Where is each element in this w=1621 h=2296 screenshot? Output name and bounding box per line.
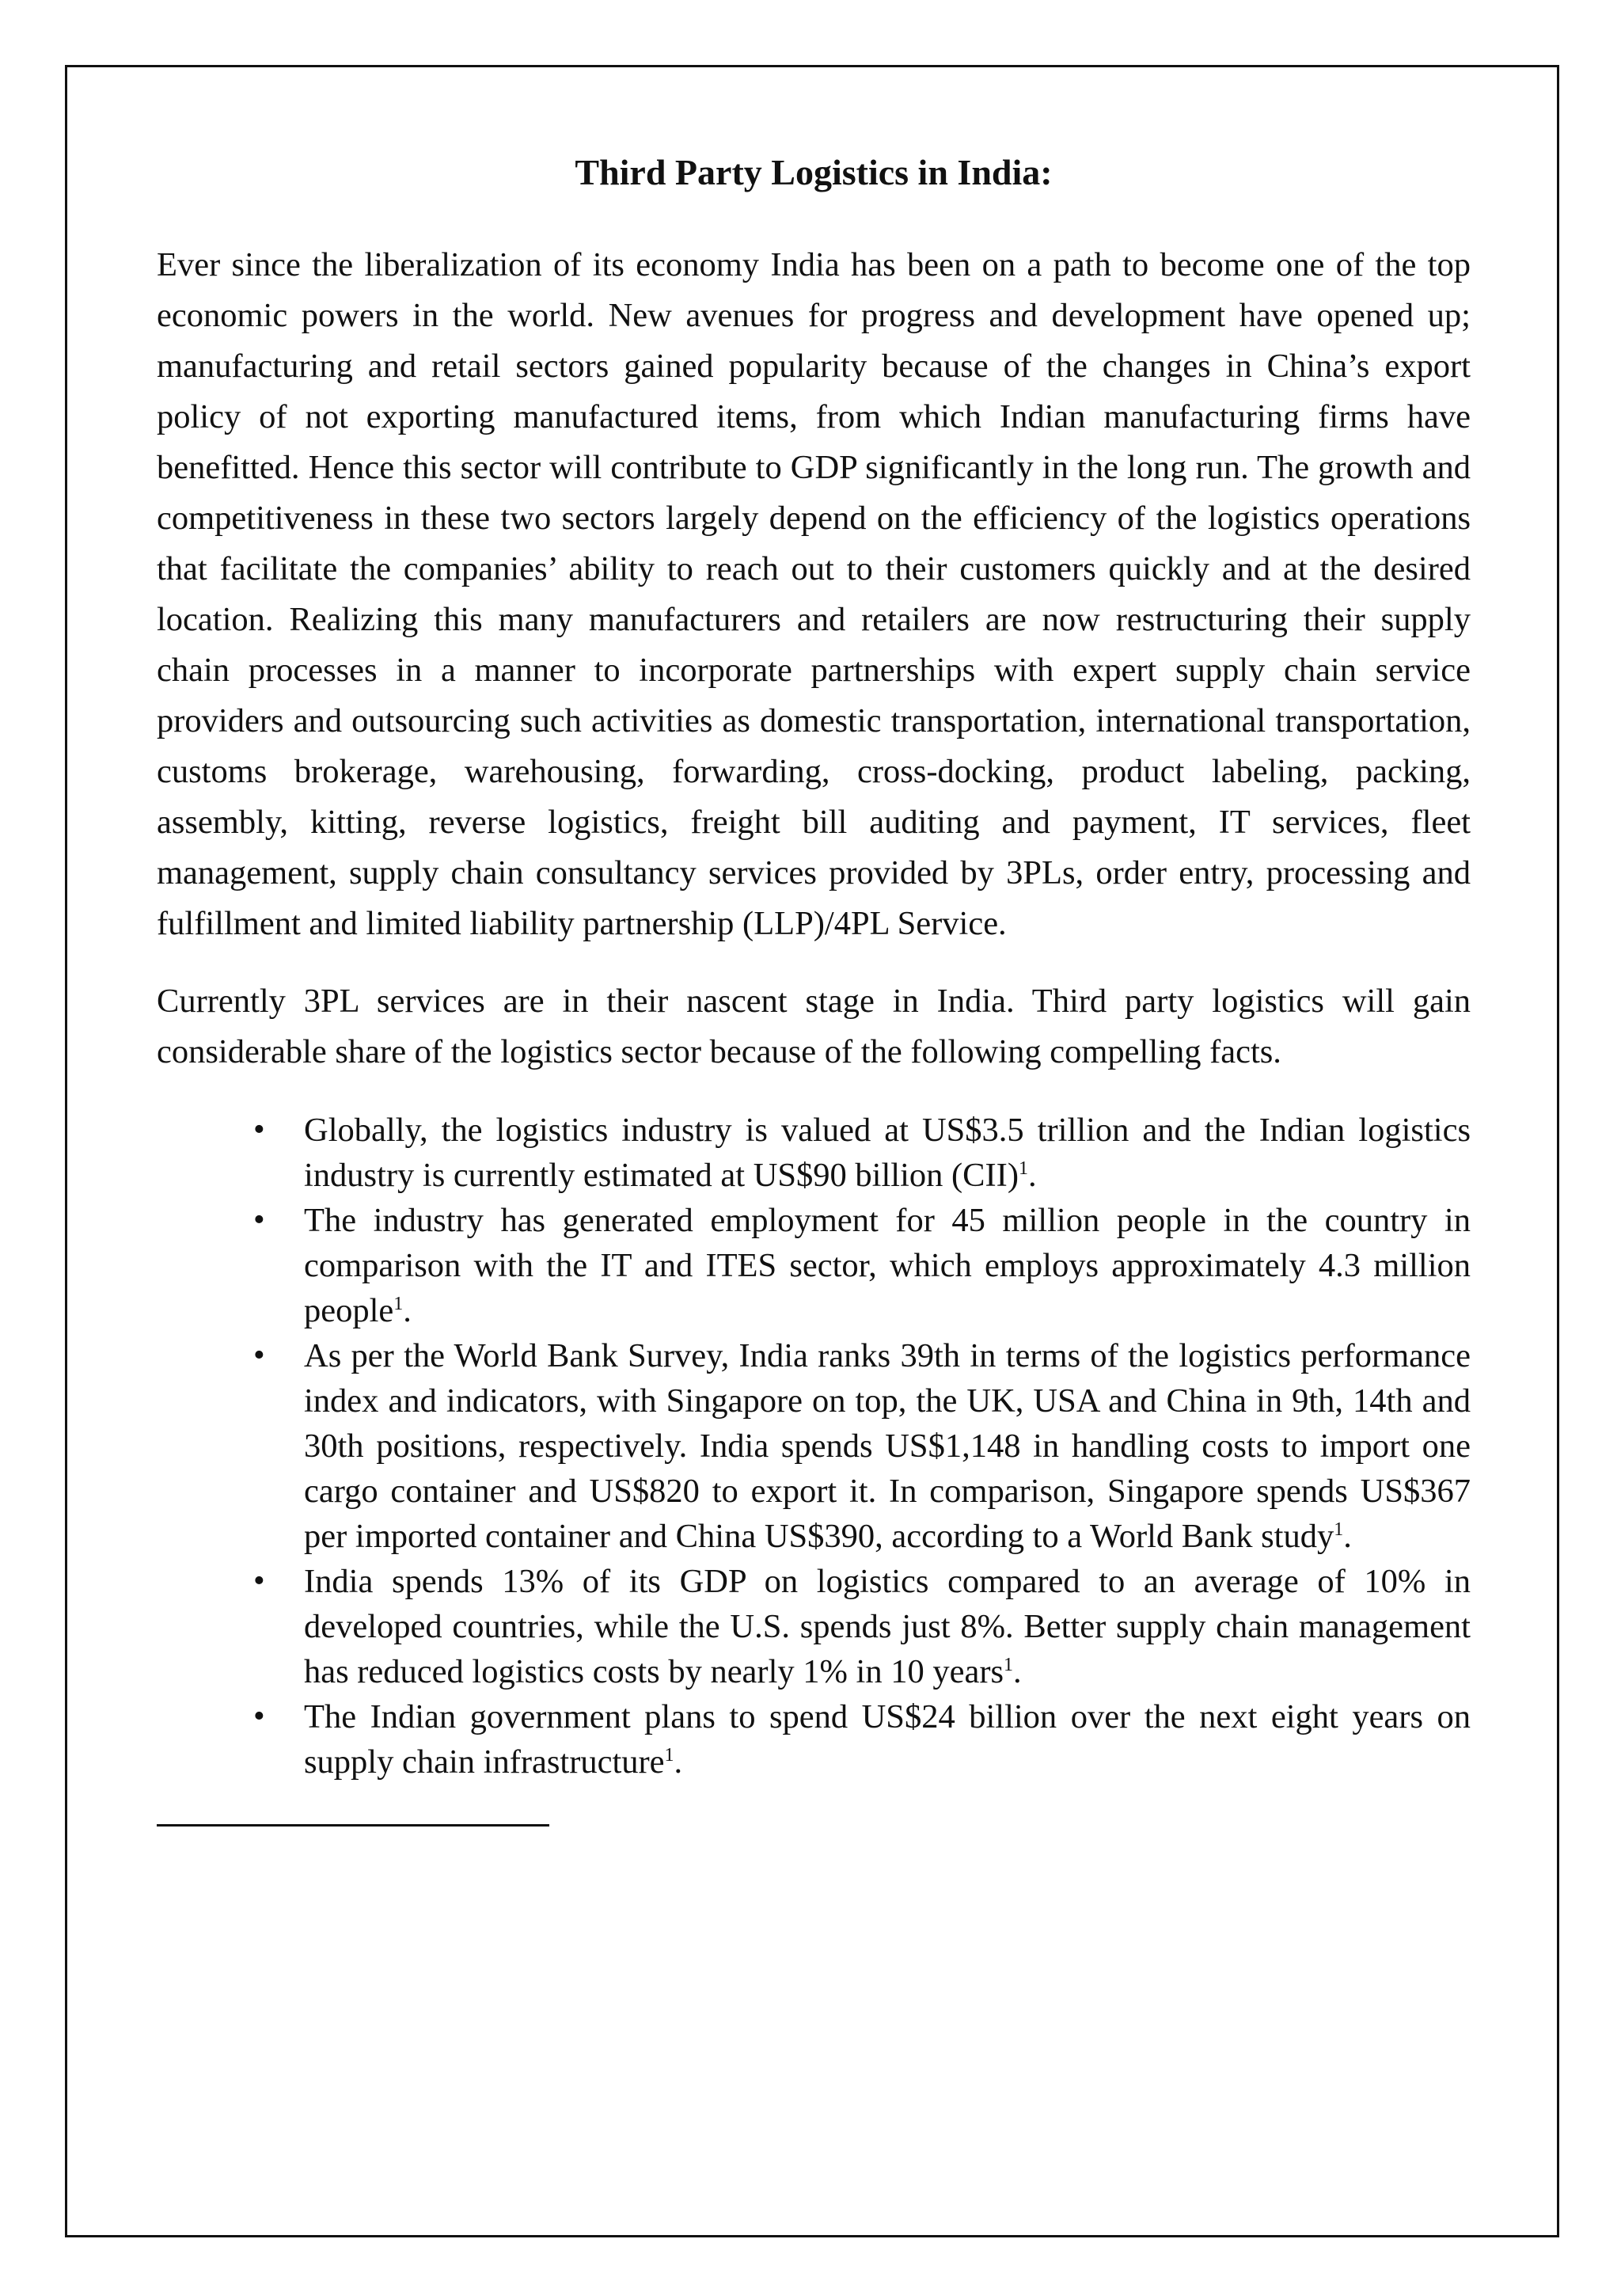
list-item-text: Globally, the logistics industry is valued at US$3.5 trillion and the Indian logistics industry is currently estimated at US$90 billion (CII) (304, 1112, 1471, 1195)
list-item: • India spends 13% of its GDP on logistics compared to an average of 10% in developed countries, while the U.S. spends just 8%. Better supply chain management has reduced logistics costs by nearly 1% in 10 years$^1$. (304, 1559, 1471, 1694)
footnote-separator (157, 1824, 549, 1827)
list-item-text: As per the World Bank Survey, India ranks 39th in terms of the logistics performance index and indicators, with Singapore on top, the UK, USA and China in 9th, 14th and 30th positions, respectively. India spends US$1,148 in handling costs to import one cargo container and US$820 to export it. In comparison, Singapore spends US$367 per imported container and China US$390, according to a World Bank study (304, 1337, 1471, 1556)
list-item-text: The industry has generated employment for 45 million people in the country in comparison with the IT and ITES sector, which employs approximately 4.3 million people (304, 1202, 1471, 1330)
bullet-icon: • (253, 1337, 265, 1374)
bullet-icon: • (253, 1563, 265, 1600)
document-title: Third Party Logistics in India: (575, 152, 1053, 192)
document-body (157, 150, 1471, 1827)
bullet-icon: • (253, 1698, 265, 1735)
footnote-ref: 1 (1004, 1655, 1014, 1676)
list-item: • The Indian government plans to spend US$24 billion over the next eight years on supply chain infrastructure$^1$. (304, 1694, 1471, 1785)
footnote-ref: 1 (664, 1745, 674, 1766)
footnote-ref: 1 (1334, 1519, 1344, 1541)
bullet-icon: • (253, 1112, 265, 1149)
footnote-ref: 1 (1018, 1158, 1028, 1180)
list-item-text: The Indian government plans to spend US$24 billion over the next eight years on supply chain infrastructure (304, 1698, 1471, 1781)
list-item: • The industry has generated employment for 45 million people in the country in comparison with the IT and ITES sector, which employs approximately 4.3 million people$^1$. (304, 1198, 1471, 1333)
bullet-icon: • (253, 1202, 265, 1239)
list-item: • As per the World Bank Survey, India ranks 39th in terms of the logistics performance index and indicators, with Singapore on top, the UK, USA and China in 9th, 14th and 30th positions, respectively. India spends US$1,148 in handling costs to import one cargo container and US$820 to export it. In comparison, Singapore spends US$367 per imported container and China US$390, according to a World Bank study$^1$. (304, 1333, 1471, 1559)
footnote-ref: 1 (393, 1294, 404, 1315)
intro-paragraph: Ever since the liberalization of its economy India has been on a path to become one of the top economic powers in the world. New avenues for progress and development have opened up; manufacturing and retail sectors gained popularity because of the changes in China’s export policy of not exporting manufactured items, from which Indian manufacturing firms have benefitted. Hence this sector will contribute to GDP significantly in the long run. The growth and competitiveness in these two sectors largely depend on the efficiency of the logistics operations that facilitate the companies’ ability to reach out to their customers quickly and at the desired location. Realizing this many manufacturers and retailers are now restructuring their supply chain processes in a manner to incorporate partnerships with expert supply chain service providers and outsourcing such activities as domestic transportation, international transportation, customs brokerage, warehousing, forwarding, cross-docking, product labeling, packing, assembly, kitting, reverse logistics, freight bill auditing and payment, IT services, fleet management, supply chain consultancy services provided by 3PLs, order entry, processing and fulfillment and limited liability partnership (LLP)/4PL Service. (157, 246, 1471, 943)
list-item-text: India spends 13% of its GDP on logistics compared to an average of 10% in developed countries, while the U.S. spends just 8%. Better supply chain management has reduced logistics costs by nearly 1% in 10 years (304, 1563, 1471, 1691)
facts-intro-paragraph: Currently 3PL services are in their nascent stage in India. Third party logistics will gain considerable share of the logistics sector because of the following compelling facts. (157, 983, 1471, 1071)
list-item: • Globally, the logistics industry is valued at US$3.5 trillion and the Indian logistics industry is currently estimated at US$90 billion (CII)$^1$. (304, 1108, 1471, 1198)
facts-list (157, 1108, 1471, 1785)
